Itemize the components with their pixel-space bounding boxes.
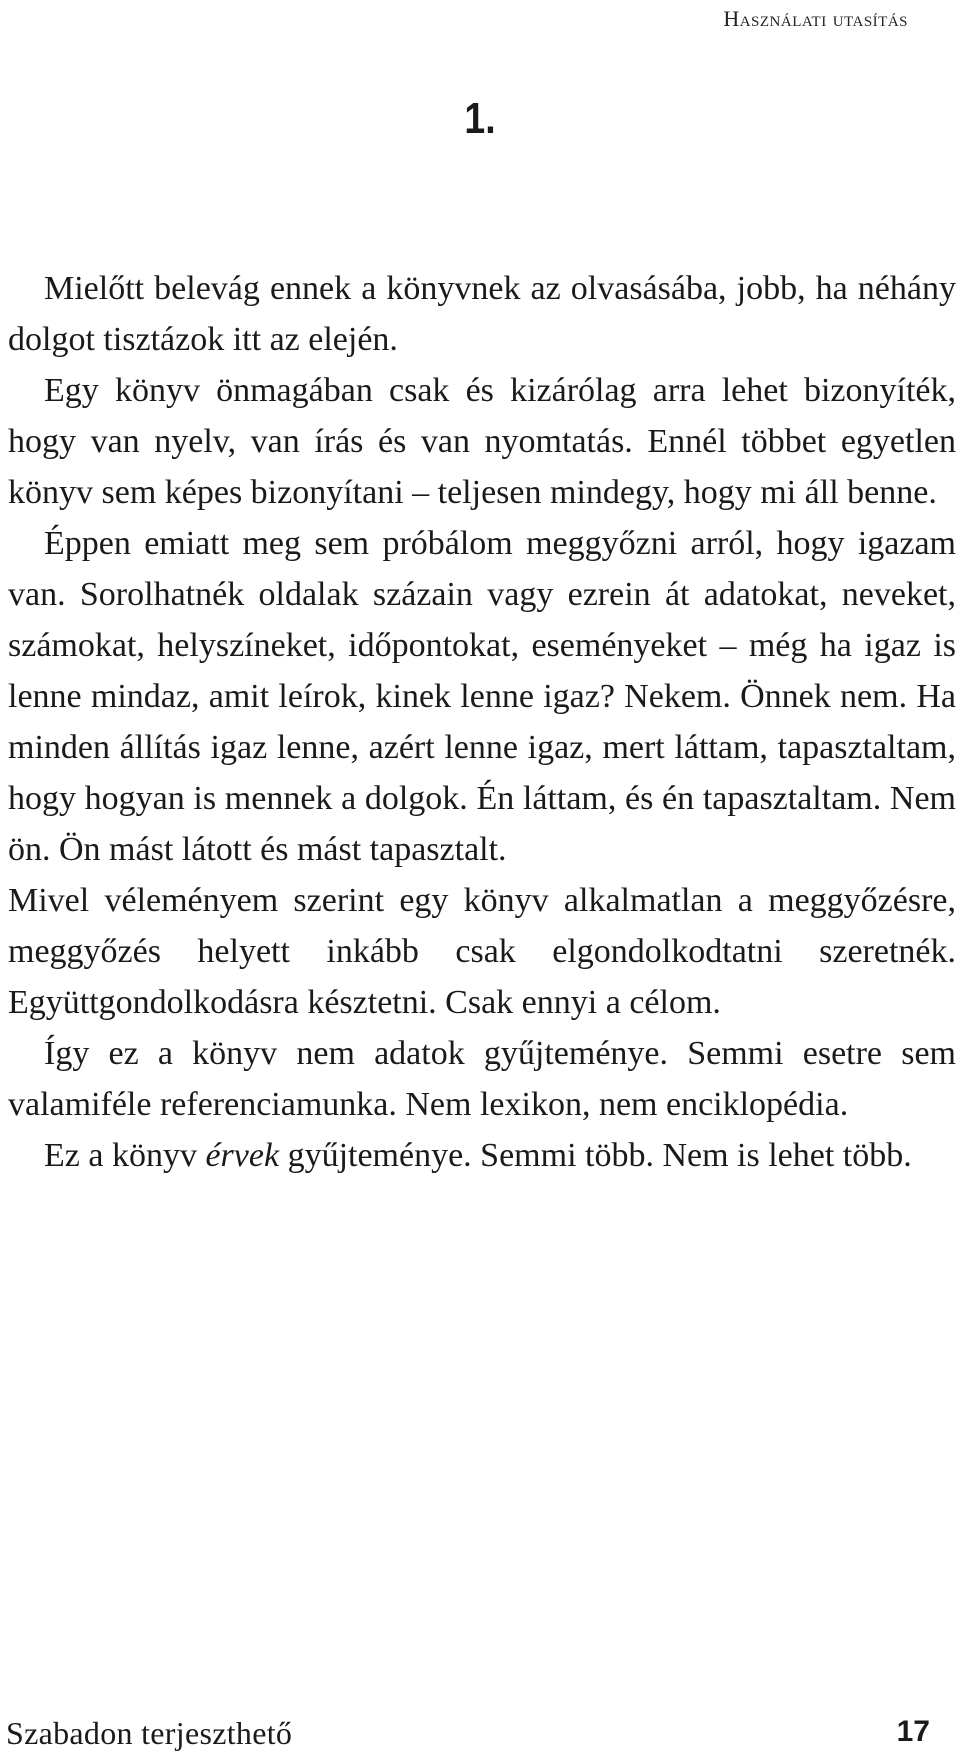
paragraph-1: Mielőtt belevág ennek a könyvnek az olvasásába, jobb, ha néhány dolgot tisztázok itt az elején. bbox=[8, 270, 956, 358]
body-text bbox=[8, 263, 956, 1181]
paragraph-4: Mivel véleményem szerint egy könyv alkalmatlan a meggyőzésre, meggyőzés helyett inkább csak elgondolkodtatni szeretnék. Együttgondolkodásra késztetni. Csak ennyi a célom. bbox=[8, 882, 956, 1021]
footer-note: Szabadon terjeszthető bbox=[6, 1715, 293, 1751]
paragraph-6-tail: gyűjteménye. Semmi több. Nem is lehet több. bbox=[279, 1137, 912, 1174]
running-header: Használati utasítás bbox=[723, 6, 908, 31]
paragraph-6 bbox=[8, 1130, 956, 1181]
chapter-number: 1. bbox=[464, 94, 496, 143]
paragraph-6-emphasis: érvek bbox=[205, 1137, 280, 1174]
paragraph-5: Így ez a könyv nem adatok gyűjteménye. Semmi esetre sem valamiféle referenciamunka. Nem lexikon, nem enciklopédia. bbox=[8, 1035, 956, 1123]
paragraph-2: Egy könyv önmagában csak és kizárólag arra lehet bizonyíték, hogy van nyelv, van írás és van nyomtatás. Ennél többet egyetlen könyv sem képes bizonyítani – teljesen mindegy, hogy mi áll benne. bbox=[8, 372, 956, 511]
paragraph-6-lead: Ez a könyv bbox=[44, 1137, 206, 1174]
paragraph-3: Éppen emiatt meg sem próbálom meggyőzni arról, hogy igazam van. Sorolhatnék oldalak százain vagy ezrein át adatokat, neveket, számokat, helyszíneket, időpontokat, eseményeket – még ha igaz is lenne mindaz, amit leírok, kinek lenne igaz? Nekem. Önnek nem. Ha minden állítás igaz lenne, azért lenne igaz, mert láttam, tapasztaltam, hogy hogyan is mennek a dolgok. Én láttam, és én tapasztaltam. Nem ön. Ön mást látott és mást tapasztalt. bbox=[8, 525, 956, 868]
page-number: 17 bbox=[896, 1715, 930, 1748]
